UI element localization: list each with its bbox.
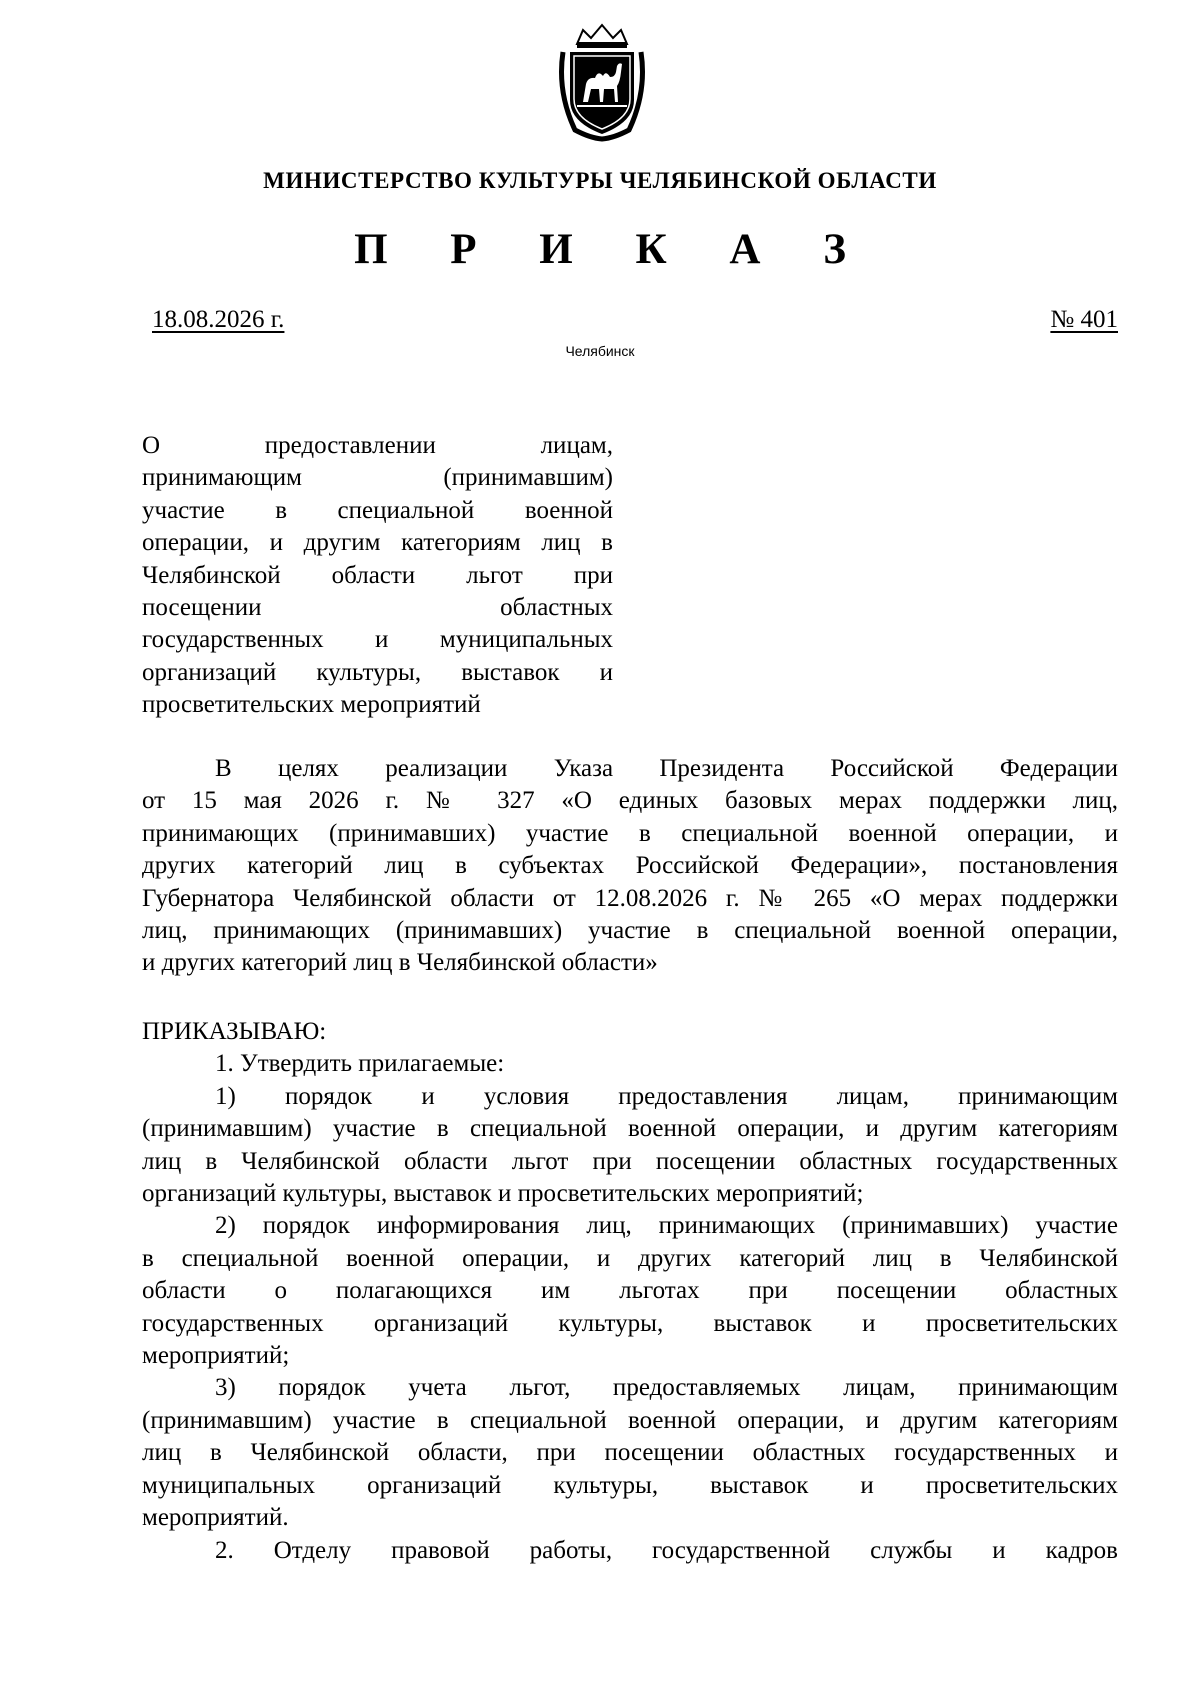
subject-line: просветительских мероприятий (142, 691, 481, 719)
subject-line: принимающим (принимавшим) (142, 464, 613, 492)
subject-line: организаций культуры, выставок и (142, 658, 613, 686)
chelyabinsk-coat-of-arms-icon (555, 22, 649, 142)
preamble-line: В целях реализации Указа Президента Российской Федерации (215, 755, 1118, 782)
order-subitem-2-line: государственных организаций культуры, выставок и просветительских (142, 1309, 1118, 1337)
document-type-title: П Р И К А З (354, 226, 872, 273)
order-subitem-3-line: мероприятий. (142, 1504, 289, 1532)
order-subitem-2-line: в специальной военной операции, и других категорий лиц в Челябинской (142, 1244, 1118, 1272)
order-date: 18.08.2026 г. (152, 306, 285, 333)
order-subitem-3-line: 3) порядок учета льгот, предоставляемых лицам, принимающим (215, 1374, 1118, 1402)
preamble-line: других категорий лиц в субъектах Российской Федерации», постановления (142, 852, 1118, 880)
subject-line: государственных и муниципальных (142, 626, 613, 654)
subject-line: О предоставлении лицам, (142, 432, 613, 459)
orders-heading: ПРИКАЗЫВАЮ: (142, 1018, 327, 1045)
order-subject (142, 430, 613, 722)
order-subitem-1-line: организаций культуры, выставок и просветительских мероприятий; (142, 1180, 864, 1208)
order-subitem-1-line: лиц в Челябинской области льгот при посещении областных государственных (142, 1147, 1118, 1175)
order-item-2: 2. Отделу правовой работы, государственной службы и кадров (215, 1536, 1118, 1564)
order-subitem-2-line: 2) порядок информирования лиц, принимающих (принимавших) участие (215, 1212, 1118, 1240)
preamble-paragraph (142, 753, 1118, 980)
preamble-line: принимающих (принимавших) участие в специальной военной операции, и (142, 819, 1118, 847)
subject-line: Челябинской области льгот при (142, 561, 613, 589)
preamble-line: от 15 мая 2026 г. № 327 «О единых базовых мерах поддержки лиц, (142, 787, 1118, 815)
preamble-line: и других категорий лиц в Челябинской области» (142, 949, 658, 977)
ministry-name: МИНИСТЕРСТВО КУЛЬТУРЫ ЧЕЛЯБИНСКОЙ ОБЛАСТИ (263, 168, 937, 193)
order-subitem-1-line: 1) порядок и условия предоставления лицам, принимающим (215, 1082, 1118, 1110)
issue-city: Челябинск (565, 343, 635, 359)
orders-section (142, 1016, 1118, 1567)
order-subitem-3-line: лиц в Челябинской области, при посещении областных государственных и (142, 1439, 1118, 1467)
order-subitem-3-line: (принимавшим) участие в специальной военной операции, и другим категориям (142, 1406, 1118, 1434)
order-subitem-2-line: мероприятий; (142, 1342, 290, 1370)
order-number: № 401 (1050, 306, 1118, 333)
preamble-line: лиц, принимающих (принимавших) участие в специальной военной операции, (142, 917, 1118, 945)
preamble-line: Губернатора Челябинской области от 12.08.2026 г. № 265 «О мерах поддержки (142, 884, 1118, 912)
subject-line: посещении областных (142, 594, 613, 622)
order-subitem-1-line: (принимавшим) участие в специальной военной операции, и другим категориям (142, 1115, 1118, 1143)
subject-line: операции, и другим категориям лиц в (142, 529, 613, 557)
subject-line: участие в специальной военной (142, 496, 613, 524)
order-subitem-2-line: области о полагающихся им льготах при посещении областных (142, 1277, 1118, 1305)
order-item-1: 1. Утвердить прилагаемые: (215, 1050, 505, 1078)
order-subitem-3-line: муниципальных организаций культуры, выставок и просветительских (142, 1471, 1118, 1499)
